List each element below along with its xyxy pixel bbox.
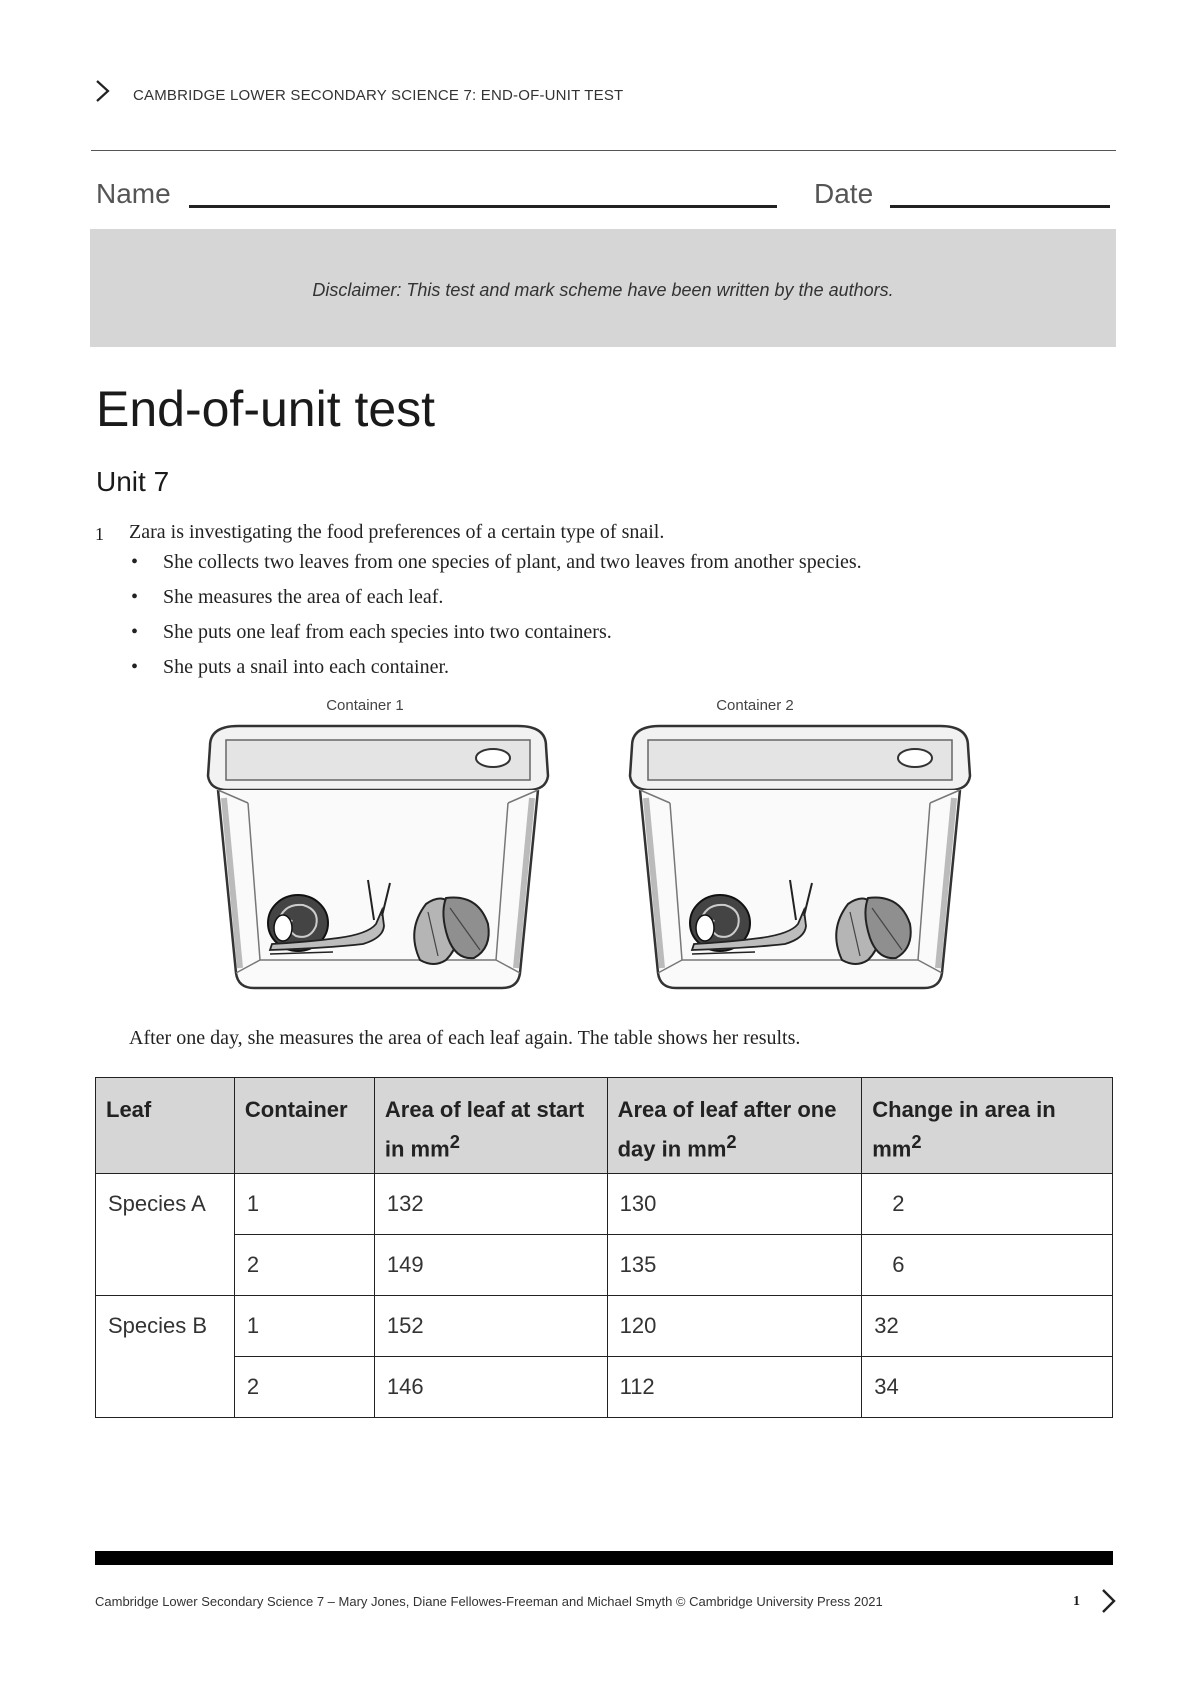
disclaimer-text: Disclaimer: This test and mark scheme have been written by the authors. [312, 280, 894, 300]
question-number: 1 [95, 524, 104, 544]
header-change: Change in area in $mm^2$ [862, 1078, 1113, 1174]
after-area-cell: 112 [607, 1357, 862, 1418]
header-after-area: Area of leaf after one day in $mm^2$ [607, 1078, 862, 1174]
start-area-cell: 149 [374, 1235, 607, 1296]
results-intro-text: After one day, she measures the area of each leaf again. The table shows her results. [129, 1027, 801, 1049]
container-2-label: Container 2 [716, 697, 794, 714]
table-header-row [96, 1078, 1113, 1174]
after-area-cell: 130 [607, 1174, 862, 1235]
containers-illustration [190, 696, 1010, 998]
start-area-cell: 132 [374, 1174, 607, 1235]
header-start-area: Area of leaf at start in $mm^2$ [374, 1078, 607, 1174]
results-table [95, 1077, 1113, 1418]
change-cell: 6 [862, 1235, 1113, 1296]
chevron-right-icon[interactable] [1097, 1587, 1119, 1615]
container-1-label: Container 1 [326, 697, 404, 714]
footer-credits: Cambridge Lower Secondary Science 7 – Mary Jones, Diane Fellowes-Freeman and Michael Smyth © Cambridge University Press 2021 [95, 1594, 883, 1609]
list-item: • She puts a snail into each container. [131, 656, 450, 678]
container-cell: 2 [234, 1357, 374, 1418]
list-item: • She puts one leaf from each species into two containers. [131, 621, 612, 643]
after-area-cell: 135 [607, 1235, 862, 1296]
leaf-cell: Species B [96, 1296, 235, 1418]
name-field[interactable] [189, 205, 777, 208]
name-label: Name [96, 178, 171, 209]
page-title: End-of-unit test [96, 381, 436, 437]
container-cell: 1 [234, 1174, 374, 1235]
start-area-cell: 146 [374, 1357, 607, 1418]
change-cell: 34 [862, 1357, 1113, 1418]
page-number: 1 [1073, 1594, 1080, 1609]
change-cell: 32 [862, 1296, 1113, 1357]
leaf-cell: Species A [96, 1174, 235, 1296]
header-container: Container [234, 1078, 374, 1174]
container-1-image [208, 726, 548, 988]
container-cell: 1 [234, 1296, 374, 1357]
after-area-cell: 120 [607, 1296, 862, 1357]
date-label: Date [814, 178, 874, 209]
question-bullets [129, 551, 862, 691]
table-row [96, 1235, 1113, 1296]
unit-title: Unit 7 [96, 466, 170, 497]
list-item: • She collects two leaves from one species of plant, and two leaves from another species. [131, 551, 862, 573]
header-title: CAMBRIDGE LOWER SECONDARY SCIENCE 7: END-OF-UNIT TEST [133, 87, 624, 104]
footer-bar [95, 1551, 1113, 1565]
date-field[interactable] [890, 205, 1110, 208]
table-row [96, 1296, 1113, 1357]
header-leaf: Leaf [96, 1078, 235, 1174]
container-2-image [630, 726, 970, 988]
header-divider [91, 150, 1116, 151]
chevron-right-icon [92, 78, 114, 104]
disclaimer-box [90, 229, 1116, 347]
table-row [96, 1174, 1113, 1235]
container-cell: 2 [234, 1235, 374, 1296]
start-area-cell: 152 [374, 1296, 607, 1357]
change-cell: 2 [862, 1174, 1113, 1235]
list-item: • She measures the area of each leaf. [131, 586, 444, 608]
table-row [96, 1357, 1113, 1418]
question-text: Zara is investigating the food preferences of a certain type of snail. [129, 521, 665, 543]
